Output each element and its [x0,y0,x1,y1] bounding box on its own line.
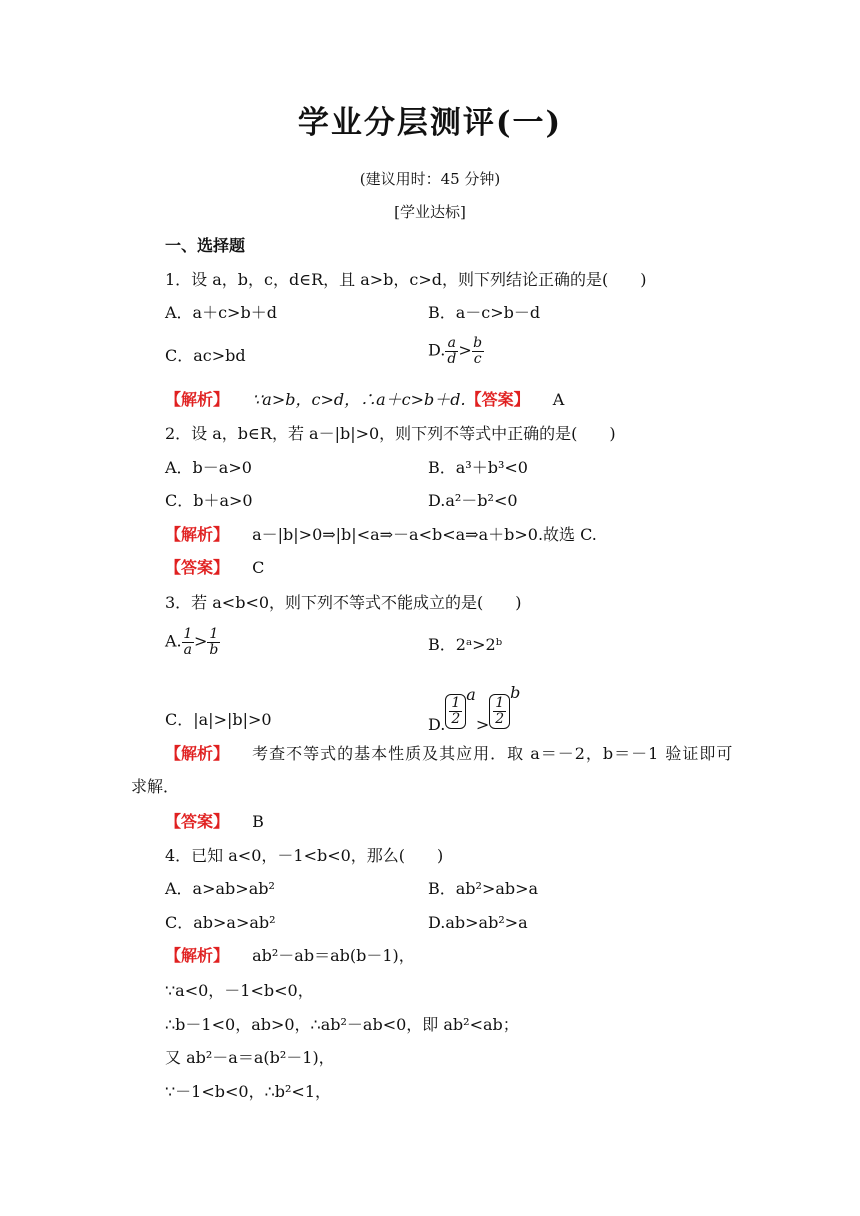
q4-option-b: B．ab²>ab>a [428,879,539,898]
q4-option-c: C．ab>a>ab² [165,913,276,932]
q1-analysis [165,392,564,408]
q1-option-b: B．a－c>b－d [428,303,541,322]
page-title: 学业分层测评(一) [297,105,563,141]
time-note: (建议用时：45 分钟) [359,170,501,188]
q4-step-3: 又 ab²－a＝a(b²－1)， [165,1048,335,1067]
q3-answer: B [252,812,264,831]
q1-d-prefix: D. [428,340,446,360]
q1-d-frac-right: $\frac{b}{c}$ [473,335,483,367]
q1-option-c: C．ac>bd [165,346,246,365]
q4-step-4: ∵－1<b<0，∴b²<1， [165,1082,332,1101]
q4-option-a: A．a>ab>ab² [165,879,275,898]
q1-answer: A [552,390,565,409]
q3-option-d [428,683,520,734]
q1-option-d [428,336,484,366]
q3-analysis [165,746,733,762]
q1-option-a: A．a＋c>b＋d [165,303,277,322]
q3-option-b: B．2ᵃ>2ᵇ [428,635,503,654]
analysis-tag: 【解析】 [165,525,230,544]
q3-d-base-right: $\frac{1}{2}$ [489,694,510,728]
q3-d-base-left: $\frac{1}{2}$ [445,694,466,728]
q3-a-frac-left: $\frac{1}{a}$ [183,626,193,658]
analysis-tag: 【解析】 [165,744,230,763]
q3-a-prefix: A. [165,631,182,651]
q2-option-b: B．a³＋b³<0 [428,458,528,477]
q3-d-prefix: D. [428,715,446,734]
question-2-stem: 2．设 a，b∈R，若 a－|b|>0，则下列不等式中正确的是( ) [165,424,616,443]
q3-a-relation: > [194,631,208,651]
q3-analysis-continued: 求解． [131,777,180,796]
question-1-stem: 1．设 a，b，c，d∈R，且 a>b，c>d，则下列结论正确的是( ) [165,270,647,289]
question-4-stem: 4．已知 a<0，－1<b<0，那么( ) [165,846,444,865]
q3-option-a [165,627,220,657]
q3-d-exp-left: a [466,685,476,704]
section-heading: 一、选择题 [165,236,246,255]
q3-option-c: C．|a|>|b|>0 [165,710,272,729]
answer-tag: 【答案】 [465,390,530,409]
q4-analysis [165,948,415,964]
q4-step-1: ∵a<0，－1<b<0， [165,981,314,1000]
q1-d-frac-left: $\frac{a}{d}$ [447,335,457,367]
answer-tag: 【答案】 [165,812,230,831]
q4-step-2: ∴b－1<0，ab>0，∴ab²－ab<0，即 ab²<ab； [165,1015,519,1034]
q3-a-frac-right: $\frac{1}{b}$ [209,626,219,658]
q4-option-d: D.ab>ab²>a [428,913,528,932]
q2-analysis-text: a－|b|>0⇒|b|<a⇒－a<b<a⇒a＋b>0.故选 C. [252,525,597,544]
answer-tag: 【答案】 [165,558,230,577]
analysis-tag: 【解析】 [165,390,230,409]
q3-answer-line [165,814,264,830]
q1-analysis-text: ∵a>b，c>d，∴a＋c>b＋d. [252,390,466,409]
q4-analysis-text: ab²－ab＝ab(b－1)， [252,946,415,965]
q2-option-c: C．b＋a>0 [165,491,253,510]
analysis-tag: 【解析】 [165,946,230,965]
q2-answer: C [252,558,265,577]
q2-option-a: A．b－a>0 [165,458,252,477]
section-label: [学业达标] [394,203,466,221]
q2-answer-line [165,560,264,576]
question-3-stem: 3．若 a<b<0，则下列不等式不能成立的是( ) [165,593,522,612]
q3-d-relation: > [475,715,490,734]
q3-analysis-text: 考查不等式的基本性质及其应用．取 a＝－2，b＝－1 验证即可 [252,744,734,763]
q3-d-exp-right: b [510,683,521,702]
q2-analysis [165,527,597,543]
q1-d-relation: > [458,340,472,360]
q2-option-d: D.a²－b²<0 [428,491,518,510]
